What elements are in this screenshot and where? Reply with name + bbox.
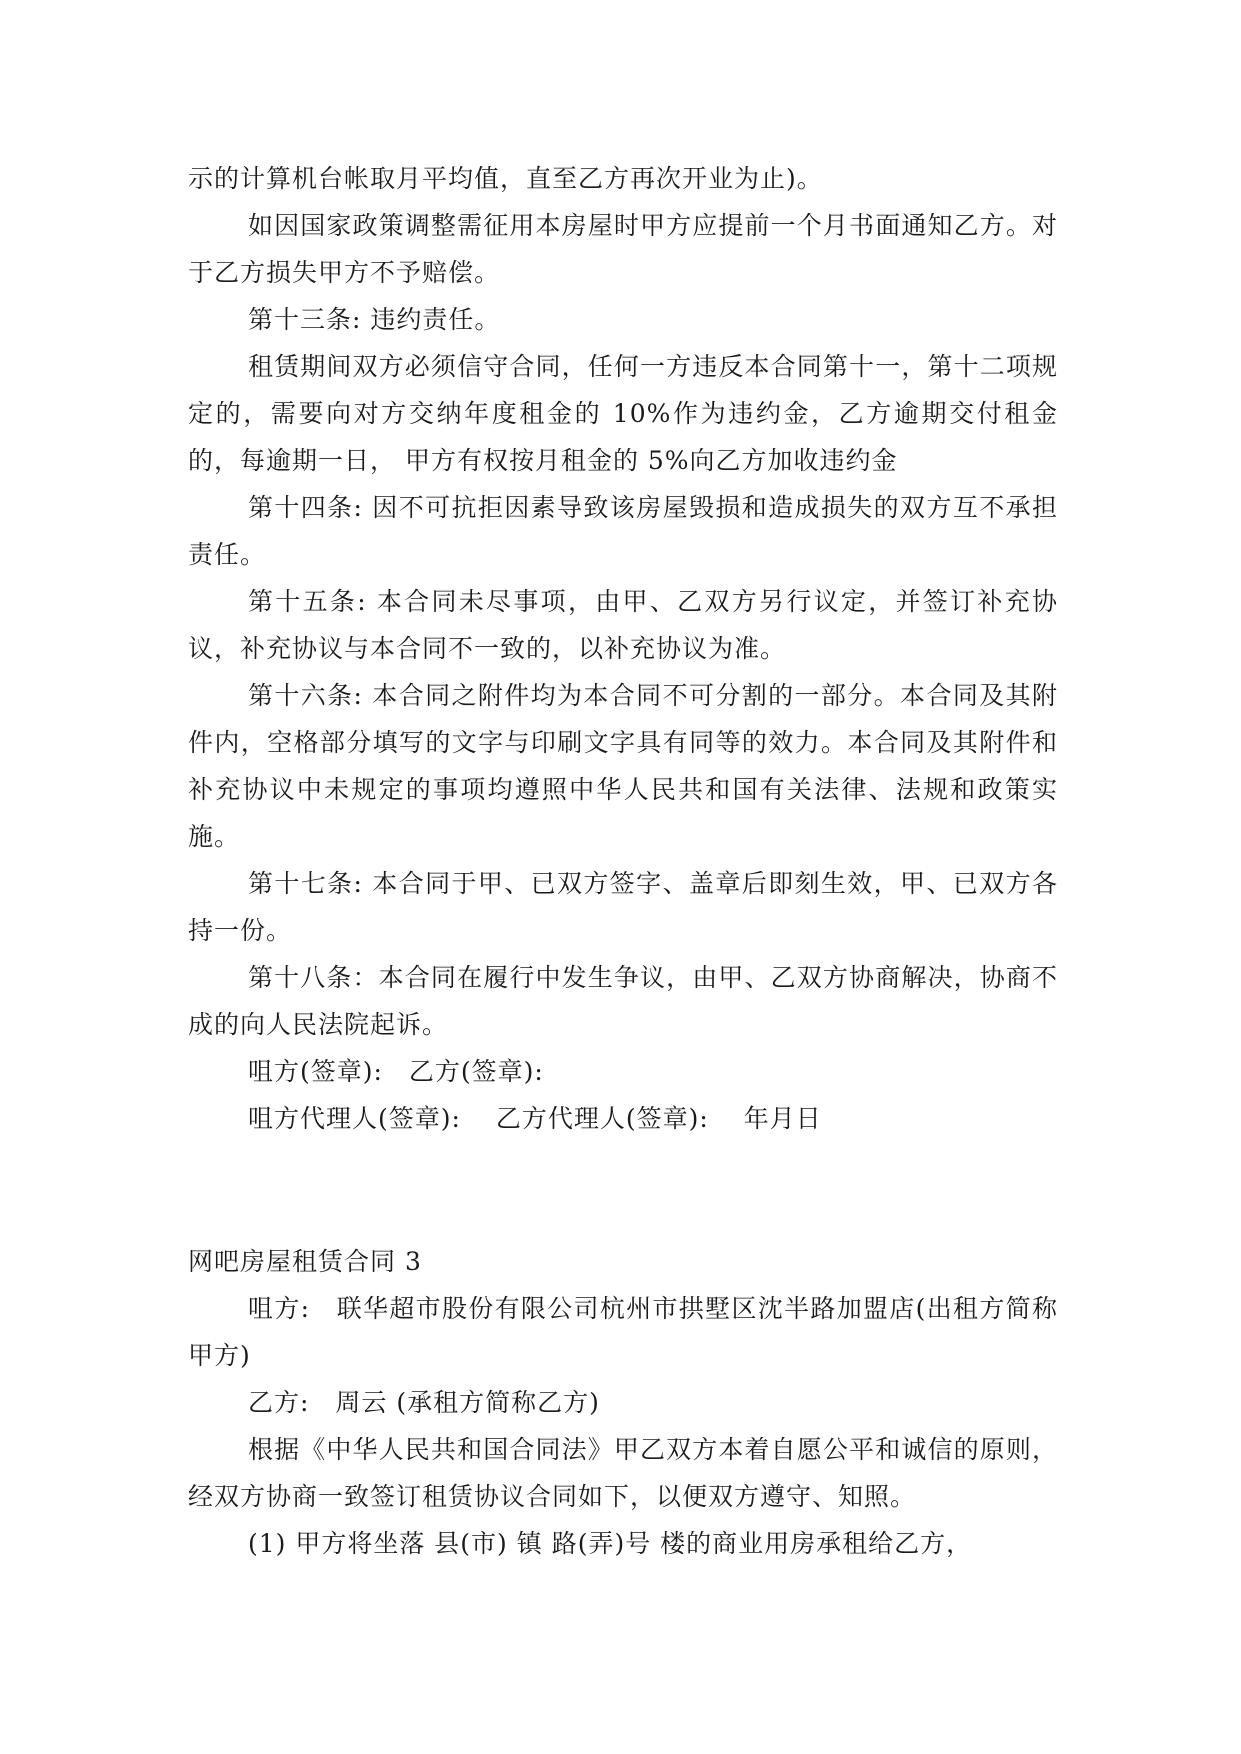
paragraph: 第十六条: 本合同之附件均为本合同不可分割的一部分。本合同及其附件内，空格部分填写的文字与印刷文字具有同等的效力。本合同及其附件和补充协议中未规定的事项均遵照中华人民共和国有关法律、法规和政策实施。 — [188, 681, 1058, 851]
paragraph: 第十五条: 本合同未尽事项，由甲、乙双方另行议定，并签订补充协议，补充协议与本合同不一致的，以补充协议为准。 — [188, 587, 1058, 663]
section-spacer — [188, 1142, 1058, 1238]
section-title: 网吧房屋租赁合同 3 — [188, 1247, 422, 1276]
signature-line: 咀方代理人(签章): 乙方代理人(签章): 年月日 — [248, 1104, 822, 1133]
paragraph: 第十三条: 违约责任。 — [248, 305, 501, 334]
paragraph: 乙方: 周云 (承租方简称乙方) — [248, 1388, 600, 1417]
paragraph: 示的计算机台帐取月平均值，直至乙方再次开业为止)。 — [188, 164, 823, 193]
paragraph: 第十四条: 因不可抗拒因素导致该房屋毁损和造成损失的双方互不承担责任。 — [188, 493, 1058, 569]
paragraph: 咀方: 联华超市股份有限公司杭州市拱墅区沈半路加盟店(出租方简称甲方) — [188, 1294, 1058, 1370]
document-body — [188, 155, 1058, 1567]
paragraph: 租赁期间双方必须信守合同，任何一方违反本合同第十一，第十二项规定的，需要向对方交纳年度租金的 10%作为违约金，乙方逾期交付租金的，每逾期一日， 甲方有权按月租金的 5%向乙方加收违约金 — [188, 352, 1058, 475]
signature-line: 咀方(签章): 乙方(签章): — [248, 1057, 544, 1086]
paragraph: 第十八条：本合同在履行中发生争议，由甲、乙双方协商解决，协商不成的向人民法院起诉。 — [188, 963, 1058, 1039]
paragraph: 根据《中华人民共和国合同法》甲乙双方本着自愿公平和诚信的原则，经双方协商一致签订租赁协议合同如下，以便双方遵守、知照。 — [188, 1435, 1058, 1511]
paragraph: 第十七条: 本合同于甲、已双方签字、盖章后即刻生效，甲、已双方各持一份。 — [188, 869, 1058, 945]
paragraph: 如因国家政策调整需征用本房屋时甲方应提前一个月书面通知乙方。对于乙方损失甲方不予赔偿。 — [188, 211, 1058, 287]
paragraph: (1) 甲方将坐落 县(市) 镇 路(弄)号 楼的商业用房承租给乙方， — [248, 1529, 973, 1558]
